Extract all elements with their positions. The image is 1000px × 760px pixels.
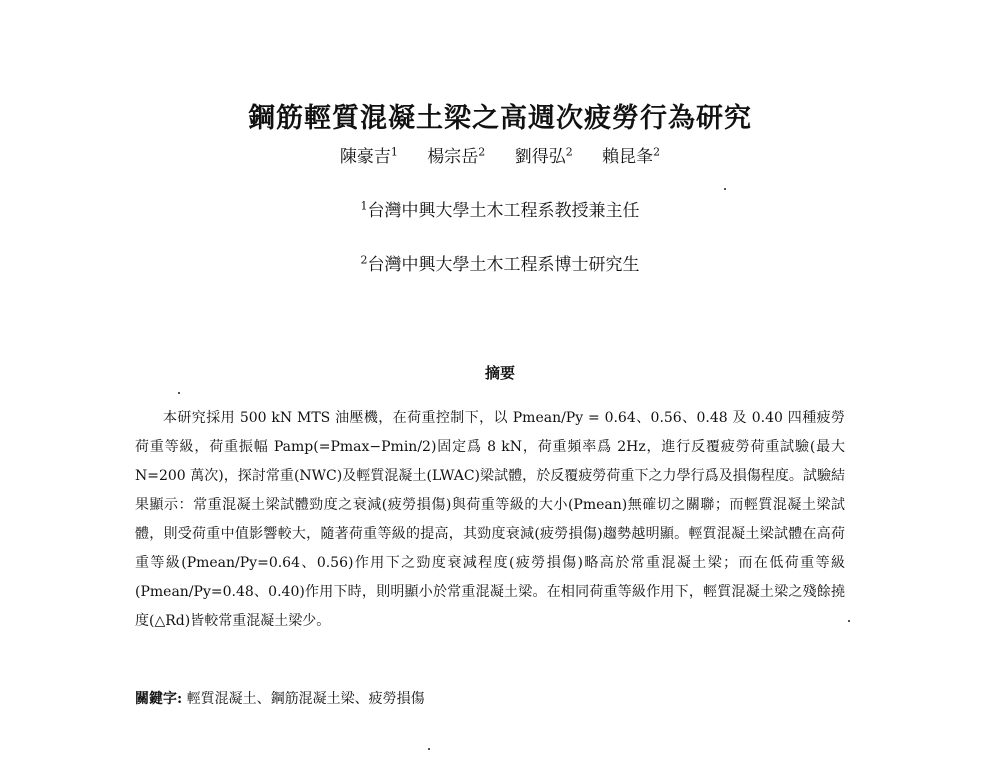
author-list bbox=[0, 142, 1000, 167]
paper-title: 鋼筋輕質混凝土梁之高週次疲勞行為研究 bbox=[248, 103, 752, 134]
author bbox=[427, 147, 485, 167]
scan-speck bbox=[848, 620, 850, 622]
author-name: 賴昆夆 bbox=[602, 147, 654, 167]
scan-speck bbox=[724, 188, 726, 190]
author-affil-mark: 2 bbox=[653, 145, 661, 159]
scan-speck bbox=[178, 392, 180, 394]
author bbox=[340, 147, 398, 167]
abstract-heading: 摘要 bbox=[484, 364, 515, 382]
affiliation-mark: 2 bbox=[360, 253, 368, 267]
keywords-line bbox=[135, 688, 845, 708]
affiliation-text: 台灣中興大學土木工程系博士研究生 bbox=[367, 255, 640, 275]
author-name: 陳豪吉 bbox=[339, 147, 391, 167]
abstract-body: 本研究採用 500 kN MTS 油壓機，在荷重控制下，以 Pmean/Py = 0.64、0.56、0.48 及 0.40 四種疲勞荷重等級，荷重振幅 Pamp(=Pmax−Pmin/2)固定爲 8 kN，荷重頻率爲 2Hz，進行反覆疲勞荷重試驗(最大 N=200 萬次)，探討常重(NWC)及輕質混凝土(LWAC)梁試體，於反覆疲勞荷重下之力學行爲及損傷程度。試驗結果顯示：常重混凝土梁試體勁度之衰減(疲勞損傷)與荷重等級的大小(Pmean)無確切之關聯；而輕質混凝土梁試體，則受荷重中值影響較大，隨著荷重等級的提高，其勁度衰減(疲勞損傷)趨勢越明顯。輕質混凝土梁試體在高荷重等級(Pmean/Py=0.64、0.56)作用下之勁度衰減程度(疲勞損傷)略高於常重混凝土梁；而在低荷重等級(Pmean/Py=0.48、0.40)作用下時，則明顯小於常重混凝土梁。在相同荷重等級作用下，輕質混凝土梁之殘餘撓度(△Rd)皆較常重混凝土梁少。 bbox=[135, 410, 845, 629]
affiliation-mark: 1 bbox=[360, 199, 368, 213]
author-name: 楊宗岳 bbox=[427, 147, 479, 167]
abstract-block bbox=[135, 404, 845, 636]
author-affil-mark: 2 bbox=[565, 145, 573, 159]
author-affil-mark: 1 bbox=[390, 145, 398, 159]
author-affil-mark: 2 bbox=[478, 145, 486, 159]
affiliation-text: 台灣中興大學土木工程系教授兼主任 bbox=[367, 201, 640, 221]
affiliation-2 bbox=[0, 250, 1000, 275]
scan-speck bbox=[428, 748, 430, 750]
keywords-label: 關鍵字: bbox=[135, 691, 183, 707]
author bbox=[602, 147, 660, 167]
affiliation-1 bbox=[0, 196, 1000, 221]
author-name: 劉得弘 bbox=[514, 147, 566, 167]
keywords-text: 輕質混凝土、鋼筋混凝土梁、疲勞損傷 bbox=[186, 691, 425, 707]
author bbox=[515, 147, 573, 167]
